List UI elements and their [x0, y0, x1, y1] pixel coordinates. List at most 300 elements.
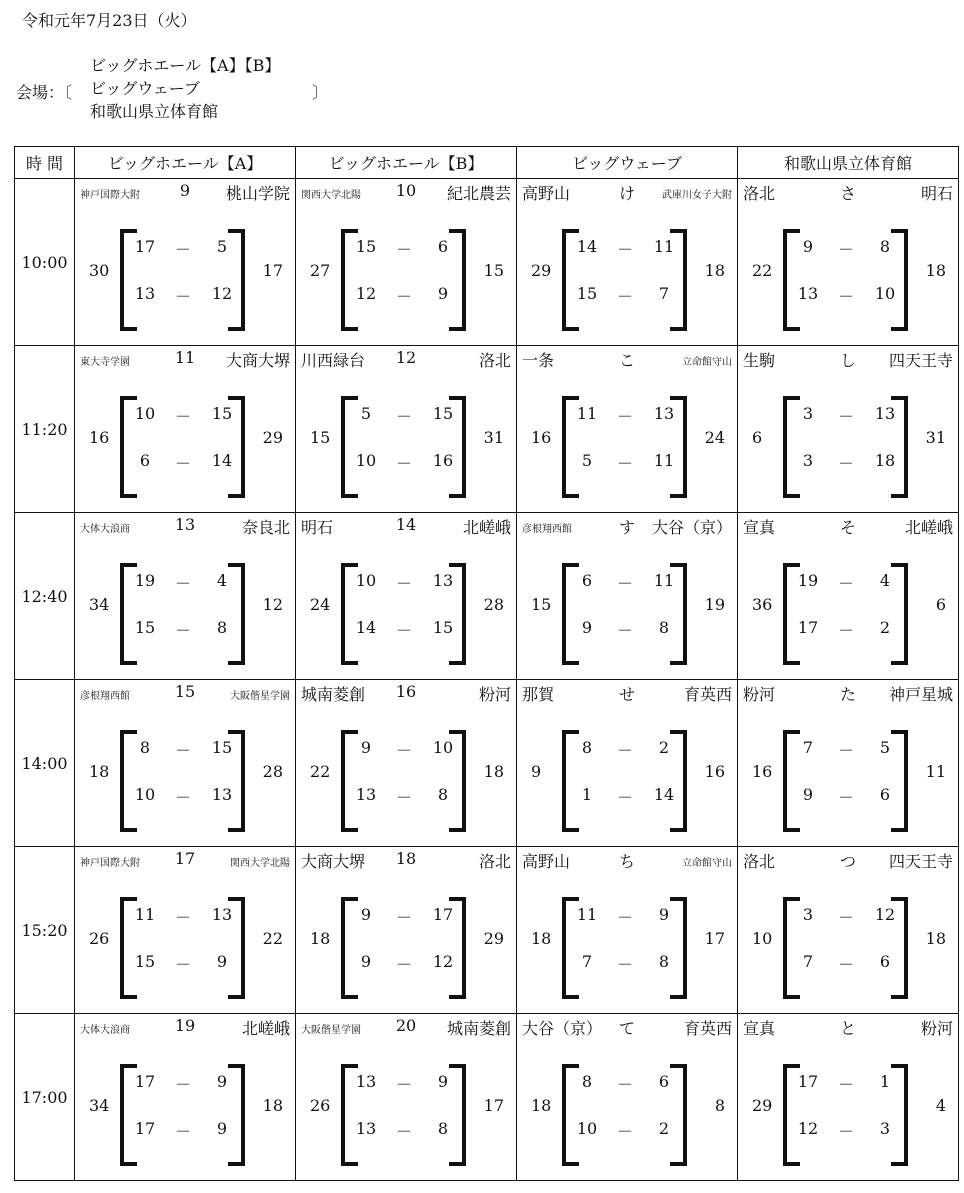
team-a-total: 27 — [310, 261, 331, 280]
half1-score-a: 6 — [581, 571, 593, 590]
half1-score-a: 13 — [355, 1072, 377, 1091]
half1-score-a: 10 — [355, 571, 377, 590]
score-dash: － — [395, 407, 412, 426]
half2-score-a: 10 — [355, 451, 377, 470]
team-a-name: 大谷（京） — [522, 1019, 603, 1038]
score-dash: － — [395, 287, 412, 306]
half1-score-b: 13 — [432, 571, 454, 590]
team-a-total: 6 — [752, 428, 763, 447]
half1-score-b: 9 — [437, 1072, 449, 1091]
team-a-total: 22 — [310, 762, 331, 781]
half1-score-b: 15 — [432, 404, 454, 423]
match-cell — [738, 179, 959, 346]
score-dash: － — [174, 908, 191, 927]
team-a-name: 一条 — [522, 351, 555, 370]
team-b-name: 大谷（京） — [651, 518, 732, 537]
half1-score-b: 17 — [432, 905, 454, 924]
team-a-total: 18 — [531, 929, 552, 948]
half2-score-b: 7 — [658, 284, 670, 303]
half2-score-b: 14 — [653, 785, 675, 804]
schedule-row — [15, 847, 959, 1014]
match-number: つ — [839, 852, 857, 871]
venue-line: 和歌山県立体育館 — [90, 102, 219, 121]
schedule-row — [15, 513, 959, 680]
score-dash: － — [837, 955, 854, 974]
time-cell: 15:20 — [15, 847, 75, 1014]
half1-score-b: 1 — [879, 1072, 891, 1091]
time-cell: 14:00 — [15, 680, 75, 847]
team-a-name: 生駒 — [743, 351, 776, 370]
half2-score-b: 8 — [658, 952, 670, 971]
header-row — [15, 147, 959, 179]
half2-score-b: 8 — [437, 1119, 449, 1138]
half2-score-a: 9 — [360, 952, 372, 971]
half2-score-a: 12 — [797, 1119, 819, 1138]
half1-score-a: 10 — [134, 404, 156, 423]
team-b-name: 立命館守山 — [682, 357, 732, 368]
half2-score-a: 15 — [576, 284, 598, 303]
match-teams — [296, 515, 516, 539]
score-dash: － — [616, 1075, 633, 1094]
team-a-name: 東大寺学園 — [80, 357, 130, 368]
half1-score-b: 5 — [216, 237, 228, 256]
match-teams — [517, 849, 737, 873]
match-number: 16 — [395, 682, 417, 701]
match-number: さ — [839, 184, 857, 203]
half2-score-a: 9 — [802, 785, 814, 804]
score-dash: － — [174, 574, 191, 593]
team-a-total: 24 — [310, 595, 331, 614]
team-a-total: 36 — [752, 595, 773, 614]
document-date: 令和元年7月23日（火） — [22, 11, 197, 30]
venue-line: ビッグホエール【A】【B】 — [90, 56, 281, 75]
match-cell — [75, 847, 296, 1014]
score-dash: － — [395, 621, 412, 640]
team-b-name: 紀北農芸 — [446, 184, 511, 203]
team-a-name: 大体大浪商 — [80, 524, 130, 535]
court-header: ビッグホエール【B】 — [296, 147, 517, 179]
team-a-name: 大商大堺 — [301, 852, 366, 871]
team-b-total: 18 — [262, 1096, 283, 1115]
team-a-name: 洛北 — [743, 852, 776, 871]
team-a-total: 16 — [531, 428, 552, 447]
team-a-total: 16 — [89, 428, 110, 447]
score-dash: － — [616, 1122, 633, 1141]
team-b-name: 北嵯峨 — [462, 518, 511, 537]
half1-score-b: 10 — [432, 738, 454, 757]
half2-score-b: 8 — [658, 618, 670, 637]
team-b-total: 18 — [483, 762, 504, 781]
team-b-total: 4 — [935, 1096, 946, 1115]
match-cell — [517, 847, 738, 1014]
venue-prefix: 会場：〔 — [16, 83, 73, 102]
half1-score-a: 8 — [581, 1072, 593, 1091]
match-cell — [517, 1014, 738, 1181]
schedule-row — [15, 680, 959, 847]
team-a-name: 宣真 — [743, 1019, 776, 1038]
half1-score-b: 6 — [437, 237, 449, 256]
team-a-total: 18 — [310, 929, 331, 948]
team-a-name: 那賀 — [522, 685, 555, 704]
half2-score-a: 13 — [134, 284, 156, 303]
venue-close: 〕 — [312, 83, 329, 102]
match-teams — [517, 1016, 737, 1040]
match-teams — [75, 348, 295, 372]
team-b-total: 6 — [935, 595, 946, 614]
match-cell — [75, 513, 296, 680]
half2-score-a: 17 — [134, 1119, 156, 1138]
team-b-name: 武庫川女子大附 — [662, 190, 732, 201]
team-b-name: 四天王寺 — [888, 852, 953, 871]
match-cell — [296, 179, 517, 346]
half2-score-b: 18 — [874, 451, 896, 470]
match-cell — [75, 346, 296, 513]
match-cell — [517, 513, 738, 680]
match-number: 9 — [179, 181, 191, 200]
half2-score-b: 10 — [874, 284, 896, 303]
time-cell: 10:00 — [15, 179, 75, 346]
team-b-name: 育英西 — [683, 1019, 732, 1038]
half1-score-a: 11 — [134, 905, 156, 924]
half2-score-b: 12 — [432, 952, 454, 971]
match-cell — [517, 179, 738, 346]
score-dash: － — [174, 741, 191, 760]
score-dash: － — [616, 574, 633, 593]
half2-score-b: 3 — [879, 1119, 891, 1138]
half2-score-b: 9 — [216, 952, 228, 971]
team-a-total: 34 — [89, 1096, 110, 1115]
half2-score-b: 6 — [879, 785, 891, 804]
match-cell — [517, 346, 738, 513]
schedule-table — [14, 146, 959, 1181]
half2-score-b: 13 — [211, 785, 233, 804]
half1-score-b: 13 — [653, 404, 675, 423]
team-b-name: 桃山学院 — [225, 184, 290, 203]
score-dash: － — [395, 788, 412, 807]
match-teams — [738, 849, 958, 873]
score-dash: － — [395, 908, 412, 927]
match-number: て — [618, 1019, 636, 1038]
team-a-name: 洛北 — [743, 184, 776, 203]
match-cell — [738, 1014, 959, 1181]
court-header: ビッグウェーブ — [517, 147, 738, 179]
team-b-total: 17 — [262, 261, 283, 280]
team-a-name: 高野山 — [522, 852, 571, 871]
half1-score-a: 19 — [797, 571, 819, 590]
half2-score-b: 8 — [216, 618, 228, 637]
match-number: 14 — [395, 515, 417, 534]
team-a-total: 34 — [89, 595, 110, 614]
match-number: 17 — [174, 849, 196, 868]
half1-score-a: 17 — [797, 1072, 819, 1091]
team-b-name: 明石 — [920, 184, 953, 203]
team-a-total: 22 — [752, 261, 773, 280]
team-b-total: 31 — [483, 428, 504, 447]
team-a-name: 大体大浪商 — [80, 1025, 130, 1036]
half1-score-b: 2 — [658, 738, 670, 757]
match-cell — [296, 847, 517, 1014]
team-a-name: 大阪偕星学園 — [301, 1025, 361, 1036]
team-b-total: 17 — [483, 1096, 504, 1115]
match-cell — [75, 179, 296, 346]
match-number: こ — [618, 351, 636, 370]
half1-score-b: 15 — [211, 404, 233, 423]
score-dash: － — [616, 788, 633, 807]
half1-score-a: 8 — [139, 738, 151, 757]
team-a-total: 15 — [531, 595, 552, 614]
half2-score-a: 5 — [581, 451, 593, 470]
team-a-name: 神戸国際大附 — [80, 190, 140, 201]
match-cell — [75, 1014, 296, 1181]
team-a-name: 彦根翔西館 — [80, 691, 130, 702]
team-a-total: 29 — [531, 261, 552, 280]
score-dash: － — [174, 287, 191, 306]
half2-score-b: 11 — [653, 451, 675, 470]
team-b-total: 18 — [925, 261, 946, 280]
half2-score-a: 6 — [139, 451, 151, 470]
team-b-name: 粉河 — [478, 685, 511, 704]
score-dash: － — [837, 908, 854, 927]
team-b-name: 粉河 — [920, 1019, 953, 1038]
team-b-name: 四天王寺 — [888, 351, 953, 370]
team-b-name: 洛北 — [478, 351, 511, 370]
team-b-total: 29 — [262, 428, 283, 447]
score-dash: － — [616, 407, 633, 426]
team-a-total: 16 — [752, 762, 773, 781]
match-cell — [296, 680, 517, 847]
score-dash: － — [837, 1122, 854, 1141]
team-b-name: 大商大堺 — [225, 351, 290, 370]
half2-score-a: 1 — [581, 785, 593, 804]
match-teams — [296, 1016, 516, 1040]
half2-score-a: 12 — [355, 284, 377, 303]
team-b-name: 大阪偕星学園 — [230, 691, 290, 702]
team-b-total: 28 — [262, 762, 283, 781]
half2-score-a: 15 — [134, 952, 156, 971]
score-dash: － — [616, 741, 633, 760]
score-dash: － — [174, 1075, 191, 1094]
half1-score-a: 9 — [802, 237, 814, 256]
score-dash: － — [395, 574, 412, 593]
half1-score-b: 13 — [211, 905, 233, 924]
time-cell: 11:20 — [15, 346, 75, 513]
venue-block — [16, 54, 416, 130]
team-a-total: 29 — [752, 1096, 773, 1115]
score-dash: － — [174, 454, 191, 473]
schedule-row — [15, 346, 959, 513]
half2-score-b: 6 — [879, 952, 891, 971]
match-teams — [738, 181, 958, 205]
match-number: 13 — [174, 515, 196, 534]
score-dash: － — [174, 788, 191, 807]
half1-score-b: 15 — [211, 738, 233, 757]
team-b-total: 16 — [704, 762, 725, 781]
schedule-row — [15, 1014, 959, 1181]
match-teams — [738, 348, 958, 372]
half2-score-b: 14 — [211, 451, 233, 470]
match-number: 18 — [395, 849, 417, 868]
half1-score-b: 4 — [879, 571, 891, 590]
match-number: け — [618, 184, 636, 203]
half1-score-a: 15 — [355, 237, 377, 256]
half2-score-b: 15 — [432, 618, 454, 637]
match-number: た — [839, 685, 857, 704]
half1-score-b: 12 — [874, 905, 896, 924]
half1-score-a: 17 — [134, 1072, 156, 1091]
team-b-total: 24 — [704, 428, 725, 447]
team-b-name: 北嵯峨 — [241, 1019, 290, 1038]
half1-score-a: 11 — [576, 404, 598, 423]
team-b-total: 18 — [925, 929, 946, 948]
court-header: ビッグホエール【A】 — [75, 147, 296, 179]
match-cell — [738, 513, 959, 680]
score-dash: － — [174, 1122, 191, 1141]
match-number: 19 — [174, 1016, 196, 1035]
score-dash: － — [395, 741, 412, 760]
team-b-name: 北嵯峨 — [904, 518, 953, 537]
half1-score-b: 5 — [879, 738, 891, 757]
half2-score-b: 2 — [658, 1119, 670, 1138]
match-number: 15 — [174, 682, 196, 701]
half2-score-b: 9 — [216, 1119, 228, 1138]
match-cell — [738, 680, 959, 847]
team-a-total: 18 — [89, 762, 110, 781]
team-a-total: 9 — [531, 762, 542, 781]
half2-score-a: 10 — [576, 1119, 598, 1138]
half1-score-b: 8 — [879, 237, 891, 256]
match-teams — [738, 1016, 958, 1040]
half2-score-a: 14 — [355, 618, 377, 637]
score-dash: － — [837, 454, 854, 473]
match-number: 20 — [395, 1016, 417, 1035]
team-a-name: 彦根翔西館 — [522, 524, 572, 535]
match-number: 11 — [174, 348, 196, 367]
score-dash: － — [837, 621, 854, 640]
team-a-name: 宣真 — [743, 518, 776, 537]
half1-score-a: 3 — [802, 905, 814, 924]
team-b-total: 31 — [925, 428, 946, 447]
half1-score-a: 11 — [576, 905, 598, 924]
team-a-name: 高野山 — [522, 184, 571, 203]
match-teams — [75, 849, 295, 873]
match-teams — [517, 682, 737, 706]
team-a-total: 15 — [310, 428, 331, 447]
score-dash: － — [395, 1122, 412, 1141]
team-a-total: 30 — [89, 261, 110, 280]
half2-score-b: 16 — [432, 451, 454, 470]
match-cell — [738, 847, 959, 1014]
half1-score-a: 8 — [581, 738, 593, 757]
team-b-name: 関西大学北陽 — [230, 858, 290, 869]
match-teams — [296, 849, 516, 873]
half2-score-b: 12 — [211, 284, 233, 303]
match-teams — [296, 181, 516, 205]
team-a-name: 神戸国際大附 — [80, 858, 140, 869]
half1-score-a: 9 — [360, 905, 372, 924]
match-teams — [296, 348, 516, 372]
half1-score-a: 5 — [360, 404, 372, 423]
score-dash: － — [837, 1075, 854, 1094]
half2-score-a: 13 — [355, 1119, 377, 1138]
half2-score-a: 7 — [581, 952, 593, 971]
half1-score-a: 17 — [134, 237, 156, 256]
match-teams — [75, 1016, 295, 1040]
match-cell — [517, 680, 738, 847]
match-teams — [738, 515, 958, 539]
score-dash: － — [395, 454, 412, 473]
court-header: 和歌山県立体育館 — [738, 147, 959, 179]
score-dash: － — [174, 407, 191, 426]
team-b-total: 29 — [483, 929, 504, 948]
half1-score-b: 11 — [653, 571, 675, 590]
team-b-name: 奈良北 — [241, 518, 290, 537]
score-dash: － — [395, 955, 412, 974]
time-header: 時 間 — [15, 147, 75, 179]
score-dash: － — [837, 407, 854, 426]
match-number: す — [618, 518, 636, 537]
score-dash: － — [616, 908, 633, 927]
score-dash: － — [616, 454, 633, 473]
half1-score-a: 14 — [576, 237, 598, 256]
team-b-total: 15 — [483, 261, 504, 280]
match-teams — [738, 682, 958, 706]
half1-score-b: 11 — [653, 237, 675, 256]
match-number: 10 — [395, 181, 417, 200]
half2-score-a: 15 — [134, 618, 156, 637]
half2-score-b: 8 — [437, 785, 449, 804]
team-b-total: 8 — [714, 1096, 725, 1115]
team-b-total: 19 — [704, 595, 725, 614]
match-cell — [75, 680, 296, 847]
score-dash: － — [837, 788, 854, 807]
half2-score-b: 2 — [879, 618, 891, 637]
match-teams — [75, 682, 295, 706]
score-dash: － — [395, 240, 412, 259]
match-teams — [517, 181, 737, 205]
match-teams — [75, 181, 295, 205]
half1-score-b: 6 — [658, 1072, 670, 1091]
team-a-total: 26 — [310, 1096, 331, 1115]
match-teams — [296, 682, 516, 706]
team-a-name: 明石 — [301, 518, 334, 537]
time-cell: 12:40 — [15, 513, 75, 680]
team-a-name: 関西大学北陽 — [301, 190, 361, 201]
team-b-total: 18 — [704, 261, 725, 280]
match-number: 12 — [395, 348, 417, 367]
half2-score-b: 9 — [437, 284, 449, 303]
half1-score-a: 7 — [802, 738, 814, 757]
half1-score-b: 9 — [216, 1072, 228, 1091]
team-a-total: 10 — [752, 929, 773, 948]
score-dash: － — [616, 240, 633, 259]
team-b-total: 17 — [704, 929, 725, 948]
score-dash: － — [616, 955, 633, 974]
half1-score-b: 4 — [216, 571, 228, 590]
team-b-name: 神戸星城 — [888, 685, 953, 704]
match-teams — [75, 515, 295, 539]
match-teams — [517, 348, 737, 372]
half1-score-b: 13 — [874, 404, 896, 423]
team-b-total: 12 — [262, 595, 283, 614]
half1-score-a: 9 — [360, 738, 372, 757]
team-a-total: 18 — [531, 1096, 552, 1115]
score-dash: － — [837, 287, 854, 306]
score-dash: － — [616, 621, 633, 640]
match-number: し — [839, 351, 857, 370]
match-cell — [296, 1014, 517, 1181]
match-cell — [738, 346, 959, 513]
team-b-total: 11 — [925, 762, 946, 781]
